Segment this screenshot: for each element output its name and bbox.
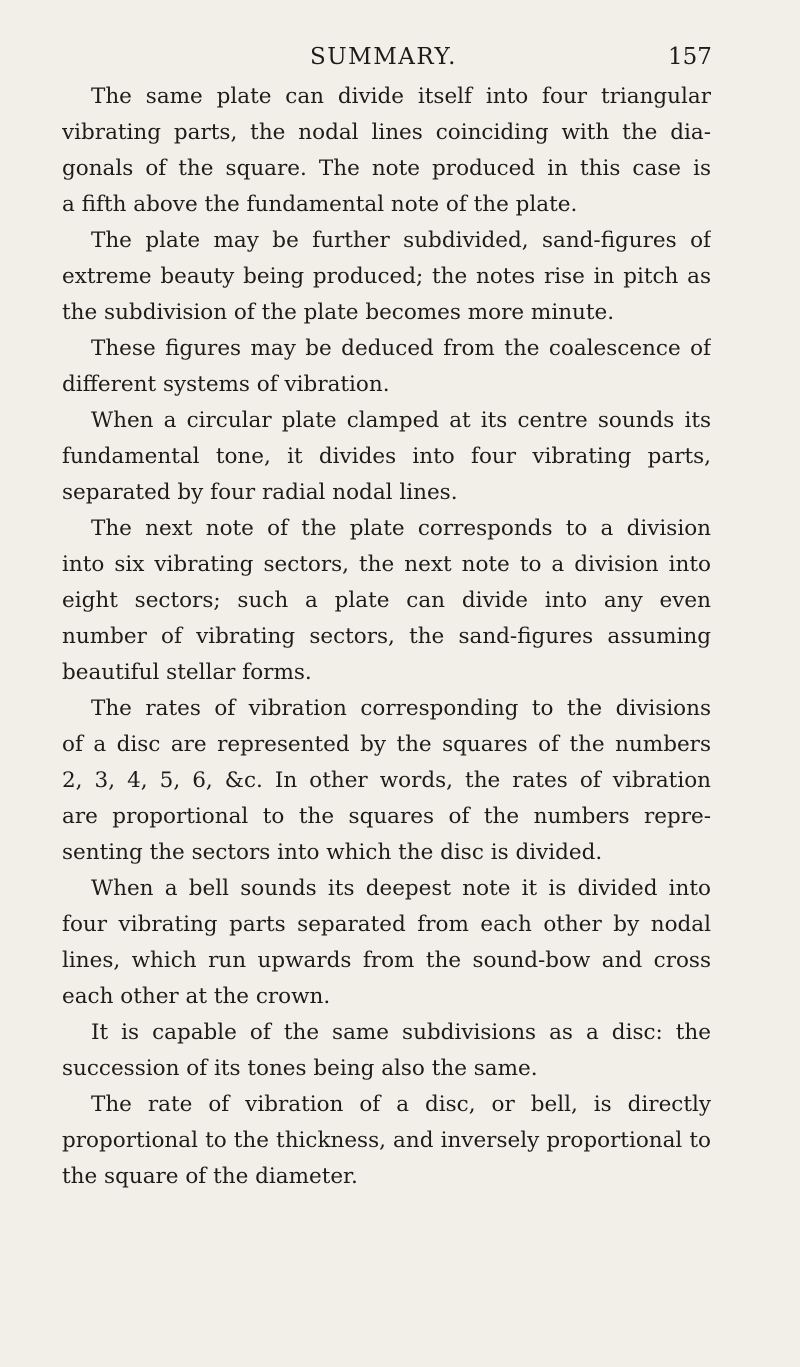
text-line: beautiful stellar forms. <box>62 660 312 685</box>
text-line: When a bell sounds its deepest note it is divided into <box>91 876 711 901</box>
text-line: a fifth above the fundamental note of the plate. <box>62 192 578 217</box>
text-line: number of vibrating sectors, the sand-figures assuming <box>62 624 711 649</box>
text-line: 2, 3, 4, 5, 6, &c. In other words, the rates of vibration <box>62 768 711 793</box>
text-line: The plate may be further subdivided, sand-figures of <box>91 228 711 253</box>
page-number: 157 <box>668 44 712 70</box>
text-line: eight sectors; such a plate can divide into any even <box>62 588 711 613</box>
text-line: into six vibrating sectors, the next note to a division into <box>62 552 711 577</box>
text-line: of a disc are represented by the squares of the numbers <box>62 732 711 757</box>
text-line: different systems of vibration. <box>62 372 390 397</box>
text-line: succession of its tones being also the same. <box>62 1056 538 1081</box>
text-line: The rates of vibration corresponding to the divisions <box>91 696 711 721</box>
text-line: each other at the crown. <box>62 984 331 1009</box>
text-line: lines, which run upwards from the sound-bow and cross <box>62 948 711 973</box>
text-line: The next note of the plate corresponds to a division <box>91 516 711 541</box>
text-line: senting the sectors into which the disc is divided. <box>62 840 603 865</box>
text-line: extreme beauty being produced; the notes rise in pitch as <box>62 264 711 289</box>
text-line: the subdivision of the plate becomes more minute. <box>62 300 615 325</box>
text-line: are proportional to the squares of the numbers repre- <box>62 804 711 829</box>
text-line: It is capable of the same subdivisions as a disc: the <box>91 1020 711 1045</box>
text-line: vibrating parts, the nodal lines coinciding with the dia- <box>62 120 711 145</box>
text-line: four vibrating parts separated from each other by nodal <box>62 912 711 937</box>
text-line: These figures may be deduced from the coalescence of <box>91 336 711 361</box>
text-line: The rate of vibration of a disc, or bell, is directly <box>91 1092 711 1117</box>
running-head <box>0 40 800 74</box>
text-line: gonals of the square. The note produced in this case is <box>62 156 711 181</box>
running-title: SUMMARY. <box>310 44 457 70</box>
text-line: When a circular plate clamped at its centre sounds its <box>91 408 711 433</box>
text-line: separated by four radial nodal lines. <box>62 480 458 505</box>
text-line: fundamental tone, it divides into four vibrating parts, <box>62 444 711 469</box>
text-line: proportional to the thickness, and inversely proportional to <box>62 1128 711 1153</box>
text-line: the square of the diameter. <box>62 1164 358 1189</box>
body-text <box>62 79 711 1195</box>
text-line: The same plate can divide itself into four triangular <box>91 84 711 109</box>
